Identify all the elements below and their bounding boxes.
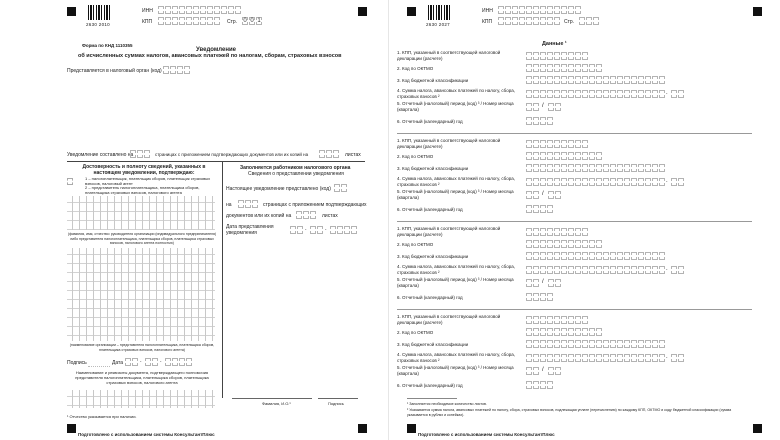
group-sum-kopecks[interactable] xyxy=(671,178,685,186)
submission-month-field[interactable] xyxy=(310,226,324,234)
group-year-label: 6. Отчетный (календарный) год xyxy=(397,295,463,300)
group-sum-label: 4. Сумма налога, авансовых платежей по налогу, сбора, страховых взносов ² xyxy=(397,88,515,99)
group-kbk-label: 3. Код бюджетной классификации xyxy=(397,166,469,171)
group-kbk-label: 3. Код бюджетной классификации xyxy=(397,342,469,347)
page-digit: 1 xyxy=(257,18,261,24)
office-signature-line[interactable] xyxy=(318,398,358,399)
barcode-number: 2630 2027 xyxy=(426,22,450,27)
submission-year-field[interactable] xyxy=(330,226,358,234)
group-year-field[interactable] xyxy=(526,293,554,301)
date-month-field[interactable] xyxy=(145,358,159,366)
office-pages-field[interactable] xyxy=(238,200,259,208)
group-period-field[interactable] xyxy=(526,279,540,287)
group-sum-kopecks[interactable] xyxy=(671,354,685,362)
group-kbk-label: 3. Код бюджетной классификации xyxy=(397,254,469,259)
form-page-1: 2630 2010 ИНН КПП Стр. 0 0 1 Форма по КНД 1110355 Уведомление об исчисленных суммах налогов, авансовых платежей по налогам, сборам, страховых взносов Представляется в налоговый орган (код) Уведомление составлено на страницах с приложением подтверждающих документов или их копий на листах Достоверность и полноту сведений, указанных в настоящем уведомлении, подтверждаю: 1 – налогоплательщик, плательщик сборов, плательщик страховых взносов, налоговый агент 2 – представитель налогоплательщика, плательщика сборов, плательщика страховых взносов, налогового агента (фамилия, имя, отчество¹ руководителя организации (индивидуального предпринимателя) либо представителя налогоплательщика, плательщика сборов, плательщика страховых взносов, налогового агента полностью) (наименование организации – представителя налогоплательщика, плательщика сборов, плательщика страховых взносов, налогового агента) Подпись Дата . . Наименование и реквизиты документа, подтверждающего полномочия представителя налогоплательщика, плательщика сборов, плательщика страховых взносов, налогового агента ¹ Отчество указывается при наличии. Заполняется работником налогового органа Сведения о представлении уведомления Настоящее уведомление представлено (код) на страницах с приложением подтверждающих документов или их копий на листах Дата представления уведомления . . Фамилия, И.О.¹ Подпись Подготовлено с использованием системы КонсультантПлюс xyxy=(0,0,389,440)
alignment-marker xyxy=(358,7,367,16)
office-signature-label: Подпись xyxy=(328,401,344,406)
form-title: Уведомление xyxy=(196,47,237,53)
group-month-field[interactable] xyxy=(548,367,562,375)
alignment-marker xyxy=(407,424,416,433)
group-sum-field[interactable] xyxy=(526,178,666,186)
group-oktmo-label: 2. Код по ОКТМО xyxy=(397,330,434,335)
fio-line[interactable] xyxy=(232,398,312,399)
alignment-marker xyxy=(67,7,76,16)
footnote-patronymic: ¹ Отчество указывается при наличии. xyxy=(67,414,137,419)
page-label: Стр. xyxy=(564,19,575,25)
alignment-marker xyxy=(67,424,76,433)
group-kbk-label: 3. Код бюджетной классификации xyxy=(397,78,469,83)
inn-field[interactable] xyxy=(498,6,582,14)
date-label: Дата xyxy=(112,360,124,366)
footer-note: Подготовлено с использованием системы КонсультантПлюс xyxy=(418,432,555,437)
group-kbk-field[interactable] xyxy=(526,252,666,260)
submitted-code-label: Настоящее уведомление представлено (код) xyxy=(226,186,331,192)
tax-authority-label: Представляется в налоговый орган (код) xyxy=(67,68,162,74)
group-period-label: 5. Отчетный (налоговый) период (код) ³ / Номер месяца (квартала) xyxy=(397,189,514,200)
option-taxpayer: 1 – налогоплательщик, плательщик сборов, плательщик страховых взносов, налоговый агент xyxy=(85,176,211,186)
group-sum-field[interactable] xyxy=(526,354,666,362)
group-oktmo-label: 2. Код по ОКТМО xyxy=(397,242,434,247)
group-sum-kopecks[interactable] xyxy=(671,266,685,274)
signer-fio-grid[interactable] xyxy=(67,196,215,230)
group-oktmo-label: 2. Код по ОКТМО xyxy=(397,154,434,159)
pages-with-label: страницах с приложением подтверждающих xyxy=(263,202,367,208)
group-period-label: 5. Отчетный (налоговый) период (код) ³ / Номер месяца (квартала) xyxy=(397,365,514,376)
office-fio-label: Фамилия, И.О.¹ xyxy=(262,401,291,406)
sheets-label: листах xyxy=(345,152,361,158)
tax-authority-field[interactable] xyxy=(163,66,191,74)
kpp-label: КПП xyxy=(482,19,493,25)
group-kpp-label: 1. КПП, указанный в соответствующей налоговой декларации (расчете) xyxy=(397,138,501,149)
group-sum-label: 4. Сумма налога, авансовых платежей по налогу, сбора, страховых взносов ² xyxy=(397,352,515,363)
signer-type-box[interactable] xyxy=(67,178,73,185)
group-oktmo-field[interactable] xyxy=(526,240,603,248)
group-kbk-field[interactable] xyxy=(526,164,666,172)
group-year-label: 6. Отчетный (календарный) год xyxy=(397,207,463,212)
form-code: Форма по КНД 1110355 xyxy=(82,43,133,48)
pages-with-docs-label: страницах с приложением подтверждающих документов или их копий на xyxy=(155,152,309,157)
form-page-2: 2630 2027 ИНН КПП Стр. Данные ¹ 1. КПП, указанный в соответствующей налоговой декларации (расчете) 2. Код по ОКТМО 3. Код бюджетной классификации 4. Сумма налога, авансовых платежей по налогу, сбора, страховых взносов ² . 5. Отчетный (налоговый) период (код) ³ / Номер месяца (квартала) / 6. Отчетный (календарный) год 1. КПП, указанный в соответствующей налоговой декларации (расчете) 2. Код по ОКТМО 3. Код бюджетной классификации 4. Сумма налога, авансовых платежей по налогу, сбора, страховых взносов ² . 5. Отчетный (налоговый) период (код) ³ / Номер месяца (квартала) / 6. Отчетный (календарный) год 1. КПП, указанный в соответствующей налоговой декларации (расчете) 2. Код по ОКТМО 3. Код бюджетной классификации 4. Сумма налога, авансовых платежей по налогу, сбора, страховых взносов ² . 5. Отчетный (налоговый) период (код) ³ / Номер месяца (квартала) / 6. Отчетный (календарный) год 1. КПП, указанный в соответствующей налоговой декларации (расчете) 2. Код по ОКТМО 3. Код бюджетной классификации 4. Сумма налога, авансовых платежей по налогу, сбора, страховых взносов ² . 5. Отчетный (налоговый) период (код) ³ / Номер месяца (квартала) / 6. Отчетный (календарный) год ¹ Заполняется необходимое количество листов. ² Указывается сумма налога, авансовых платежей по налогу, сбора, страховых взносов, подлежащая уплате (перечислению) по каждому КПП, ОКТМО и коду бюджетной классификации (сумма указывается в рублях и копейках). Подготовлено с использованием системы КонсультантПлюс xyxy=(392,0,780,440)
group-year-label: 6. Отчетный (календарный) год xyxy=(397,119,463,124)
group-oktmo-field[interactable] xyxy=(526,152,603,160)
kpp-field[interactable] xyxy=(498,17,561,25)
group-sum-field[interactable] xyxy=(526,90,666,98)
group-month-field[interactable] xyxy=(548,191,562,199)
page-digit: 0 xyxy=(243,18,247,24)
group-kpp-field[interactable] xyxy=(526,316,589,324)
alignment-marker xyxy=(358,424,367,433)
organization-name-grid[interactable] xyxy=(67,248,215,341)
office-block-subtitle: Сведения о представлении уведомления xyxy=(248,171,344,177)
group-sum-label: 4. Сумма налога, авансовых платежей по налогу, сбора, страховых взносов ² xyxy=(397,176,515,187)
pages-count-field[interactable] xyxy=(130,150,151,158)
signature-label: Подпись xyxy=(67,360,87,366)
fio-caption: (фамилия, имя, отчество¹ руководителя организации (индивидуального предпринимателя) либо представителя налогоплательщика, плательщика сборов, плательщика страховых взносов, налогового агента полностью) xyxy=(67,232,217,245)
group-period-field[interactable] xyxy=(526,103,540,111)
kpp-field[interactable] xyxy=(158,17,221,25)
group-oktmo-field[interactable] xyxy=(526,64,603,72)
group-kpp-label: 1. КПП, указанный в соответствующей налоговой декларации (расчете) xyxy=(397,314,501,325)
group-year-label: 6. Отчетный (календарный) год xyxy=(397,383,463,388)
kpp-label: КПП xyxy=(142,19,153,25)
group-month-field[interactable] xyxy=(548,279,562,287)
signature-line[interactable] xyxy=(88,366,110,367)
org-caption: (наименование организации – представителя налогоплательщика, плательщика сборов, плательщика страховых взносов, налогового агента) xyxy=(69,343,215,352)
group-year-field[interactable] xyxy=(526,381,554,389)
page-number-field[interactable] xyxy=(579,17,600,25)
group-kbk-field[interactable] xyxy=(526,340,666,348)
option-representative: 2 – представитель налогоплательщика, плательщика сборов, плательщика страховых взносов, налогового агента xyxy=(85,185,200,195)
group-sum-field[interactable] xyxy=(526,266,666,274)
authority-doc-grid[interactable] xyxy=(67,390,215,408)
group-year-field[interactable] xyxy=(526,205,554,213)
group-period-label: 5. Отчетный (налоговый) период (код) ³ / Номер месяца (квартала) xyxy=(397,277,514,288)
group-sum-label: 4. Сумма налога, авансовых платежей по налогу, сбора, страховых взносов ² xyxy=(397,264,515,275)
on-label: на xyxy=(226,202,232,208)
alignment-marker xyxy=(753,424,762,433)
group-oktmo-label: 2. Код по ОКТМО xyxy=(397,66,434,71)
composed-on-label: Уведомление составлено на xyxy=(67,152,134,158)
submission-day-field[interactable] xyxy=(290,226,304,234)
data-section-title: Данные ¹ xyxy=(542,41,567,47)
group-month-field[interactable] xyxy=(548,103,562,111)
footnote-2: ² Указывается сумма налога, авансовых платежей по налогу, сбора, страховых взносов, подлежащая уплате (перечислению) по каждому КПП, ОКТМО и коду бюджетной классификации (сумма указывается в рублях и копейках). xyxy=(407,408,732,417)
alignment-marker xyxy=(407,7,416,16)
form-subtitle: об исчисленных суммах налогов, авансовых платежей по налогам, сборам, страховых взносов xyxy=(78,53,342,59)
group-kpp-field[interactable] xyxy=(526,52,589,60)
submitted-code-field[interactable] xyxy=(334,184,348,192)
footer-note: Подготовлено с использованием системы КонсультантПлюс xyxy=(78,432,215,437)
confirm-title: Достоверность и полноту сведений, указанных в настоящем уведомлении, подтверждаю: xyxy=(82,164,206,176)
group-kpp-label: 1. КПП, указанный в соответствующей налоговой декларации (расчете) xyxy=(397,50,501,61)
group-kbk-field[interactable] xyxy=(526,76,666,84)
group-period-field[interactable] xyxy=(526,367,540,375)
footnote-rule xyxy=(407,398,457,399)
group-period-label: 5. Отчетный (налоговый) период (код) ³ / Номер месяца (квартала) xyxy=(397,101,514,112)
barcode xyxy=(428,5,452,20)
footnote-1: ¹ Заполняется необходимое количество листов. xyxy=(407,402,487,406)
group-kpp-field[interactable] xyxy=(526,140,589,148)
office-block-title: Заполняется работником налогового органа xyxy=(240,165,351,171)
inn-field[interactable] xyxy=(158,6,242,14)
submission-date-label: Дата представления уведомления xyxy=(226,224,274,236)
divider xyxy=(222,161,223,398)
office-sheets-field[interactable] xyxy=(296,211,317,219)
docs-label: документов или их копий на xyxy=(226,213,292,219)
date-day-field[interactable] xyxy=(125,358,139,366)
group-kpp-field[interactable] xyxy=(526,228,589,236)
group-divider xyxy=(397,133,752,134)
page-number-field[interactable] xyxy=(242,17,263,25)
group-oktmo-field[interactable] xyxy=(526,328,603,336)
alignment-marker xyxy=(753,7,762,16)
office-sheets-label: листах xyxy=(322,213,338,219)
date-year-field[interactable] xyxy=(165,358,193,366)
group-sum-kopecks[interactable] xyxy=(671,90,685,98)
group-year-field[interactable] xyxy=(526,117,554,125)
group-period-field[interactable] xyxy=(526,191,540,199)
sheets-count-field[interactable] xyxy=(319,150,340,158)
inn-label: ИНН xyxy=(142,8,153,14)
divider xyxy=(67,161,365,162)
page-digit: 0 xyxy=(250,18,254,24)
authority-doc-title: Наименование и реквизиты документа, подтверждающего полномочия представителя налогоплательщика, плательщика сборов, плательщика страховых взносов, налогового агента xyxy=(75,370,209,385)
group-kpp-label: 1. КПП, указанный в соответствующей налоговой декларации (расчете) xyxy=(397,226,501,237)
page-label: Стр. xyxy=(227,19,238,25)
barcode xyxy=(88,5,112,20)
barcode-number: 2630 2010 xyxy=(86,22,110,27)
group-divider xyxy=(397,309,752,310)
group-divider xyxy=(397,221,752,222)
inn-label: ИНН xyxy=(482,8,493,14)
